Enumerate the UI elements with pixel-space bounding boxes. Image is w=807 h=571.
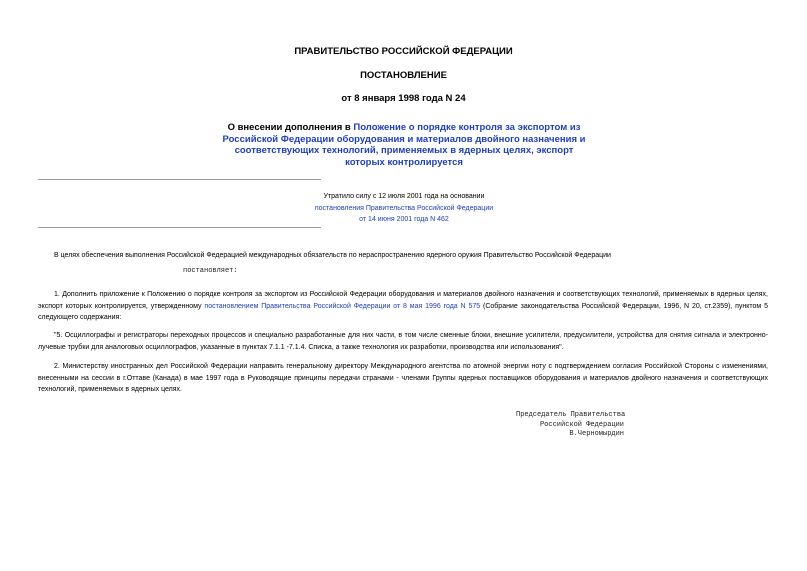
subject-regulation-link[interactable]: Положение о порядке контроля за экспортом из Российской Федерации оборудования и материалов двойного назначения и соответствующих технологий, применяемых в ядерных целях, экспорт которых контролируется — [222, 122, 586, 168]
signature-position: Председатель Правительства — [516, 411, 626, 419]
item-2-paragraph: 2. Министерству иностранных дел Российской Федерации направить генеральному директору Международного агентства по атомной энергии ноту с подтверждением согласия Российской Стороны с изменениями, внесенными на сессии в г.Оттаве (Канада) в мае 1997 года в Руководящие принципы передачи странами - членами Группы ядерных поставщиков оборудования и материалов двойного назначения и соответствующих технологий, применяемых в ядерных целях. — [38, 363, 768, 393]
signature-organization: Российской Федерации — [539, 420, 624, 429]
item-5-quote-paragraph: "5. Осциллографы и регистраторы переходных процессов и специально разработанные для них части, в том числе сменные блоки, внешние усилители, предусилители, устройства для снятия сигнала и электронно-лучевые трубки для аналоговых осциллографов, указанные в пунктах 7.1.1 -7.1.4. Списка, а также технология их разработки, производства или использования". — [38, 332, 768, 351]
lost-force-text: Утратило силу с 12 июля 2001 года на основании — [323, 193, 485, 200]
divider-top — [38, 179, 321, 180]
government-heading: ПРАВИТЕЛЬСТВО РОССИЙСКОЙ ФЕДЕРАЦИИ — [294, 46, 513, 57]
decrees-label: постановляет: — [183, 267, 238, 275]
item-1-paragraph — [38, 289, 768, 324]
divider-bottom — [38, 227, 321, 228]
decree-575-link[interactable]: постановлением Правительства Российской Федерации от 8 мая 1996 года N 575 — [204, 302, 481, 310]
document-subject — [222, 122, 586, 168]
item-1-text-start: 1. Дополнить приложение к Положению о порядке контроля за экспортом из Российской Федерации оборудования и материалов двойного назначения и соответствующих технологий, применяемых в ядерных целях, экспорт которых контролируется, утвержденному — [38, 291, 768, 310]
repeal-decree-link-line1[interactable]: постановления Правительства Российской Федерации — [314, 204, 494, 212]
preamble-paragraph: В целях обеспечения выполнения Российской Федерацией международных обязательств по нераспространению ядерного оружия Правительство Российской Федерации — [54, 252, 611, 259]
item-1-text-end: (Собрание законодательства Российской Федерации, 1996, N 20, ст.2359), пунктом 5 следующего содержания: — [38, 302, 769, 321]
signature-name: В.Черномырдин — [569, 430, 624, 438]
lost-force-note — [300, 191, 508, 226]
subject-prefix: О внесении дополнения в — [227, 122, 354, 133]
signature-block — [516, 411, 624, 440]
repeal-decree-link-line2[interactable]: от 14 июня 2001 года N 462 — [359, 216, 449, 223]
document-type-heading: ПОСТАНОВЛЕНИЕ — [360, 70, 447, 81]
document-date-number: от 8 января 1998 года N 24 — [341, 93, 466, 104]
